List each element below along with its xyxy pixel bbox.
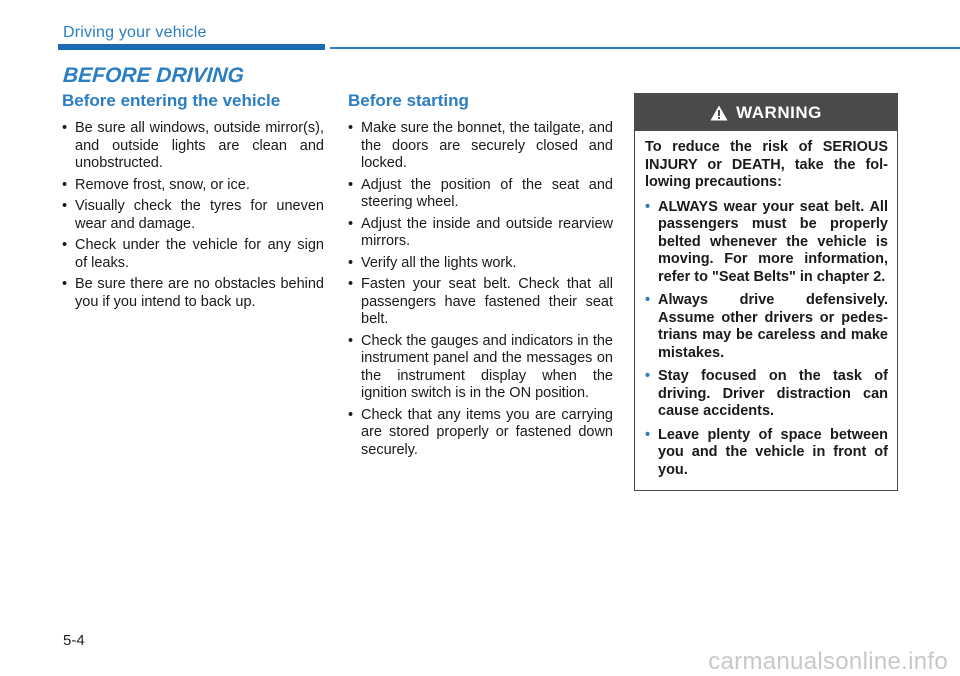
list-item: • Be sure all windows, outside mirror(s), and outside lights are clean and unobstructed. — [62, 120, 324, 173]
before-entering-heading: Before entering the vehicle — [62, 91, 281, 110]
list-item: • Adjust the position of the seat and steering wheel. — [348, 177, 613, 212]
list-item: • Verify all the lights work. — [348, 255, 613, 273]
warning-intro: To reduce the risk of SERIOUS INJURY or DEATH, take the following precautions: — [645, 139, 888, 190]
header-rule-thick — [58, 44, 325, 50]
list-item: • Check under the vehicle for any sign of leaks. — [62, 237, 324, 272]
before-entering-column — [62, 90, 324, 315]
warning-header — [635, 94, 897, 131]
warning-item: • Leave plenty of space between you and the vehicle in front of you. — [645, 427, 888, 480]
section-title: BEFORE DRIVING — [62, 64, 245, 87]
list-item: • Remove frost, snow, or ice. — [62, 177, 324, 195]
warning-box — [634, 93, 898, 491]
before-starting-column — [348, 90, 613, 463]
warning-item: • ALWAYS wear your seat belt. All passengers must be properly belted whenever the vehicle is moving. For more information, refer to "Seat Belts" in chapter 2. — [645, 199, 888, 287]
list-item: • Check the gauges and indicators in the instrument panel and the messages on the instrument display when the ignition switch is in the ON position. — [348, 333, 613, 403]
list-item: • Make sure the bonnet, the tailgate, and the doors are securely closed and locked. — [348, 120, 613, 173]
before-starting-heading: Before starting — [348, 91, 469, 110]
list-item: • Check that any items you are carrying are stored properly or fastened down securely. — [348, 407, 613, 460]
warning-list — [645, 199, 888, 480]
list-item: • Visually check the tyres for uneven wear and damage. — [62, 198, 324, 233]
header-rule-thin — [330, 47, 960, 49]
list-item: • Fasten your seat belt. Check that all passengers have fastened their seat belt. — [348, 276, 613, 329]
list-item: • Be sure there are no obstacles behind you if you intend to back up. — [62, 276, 324, 311]
before-starting-list — [348, 120, 613, 459]
warning-body — [635, 131, 897, 479]
warning-triangle-icon — [710, 105, 728, 121]
page-number: 5-4 — [63, 632, 85, 649]
warning-title: WARNING — [736, 102, 822, 122]
warning-item: • Always drive defensively. Assume other drivers or pedestrians may be careless and make mistakes. — [645, 292, 888, 362]
warning-item: • Stay focused on the task of driving. Driver distraction can cause accidents. — [645, 368, 888, 421]
chapter-title: Driving your vehicle — [63, 24, 207, 41]
list-item: • Adjust the inside and outside rearview mirrors. — [348, 216, 613, 251]
watermark: carmanualsonline.info — [708, 648, 948, 675]
before-entering-list — [62, 120, 324, 311]
